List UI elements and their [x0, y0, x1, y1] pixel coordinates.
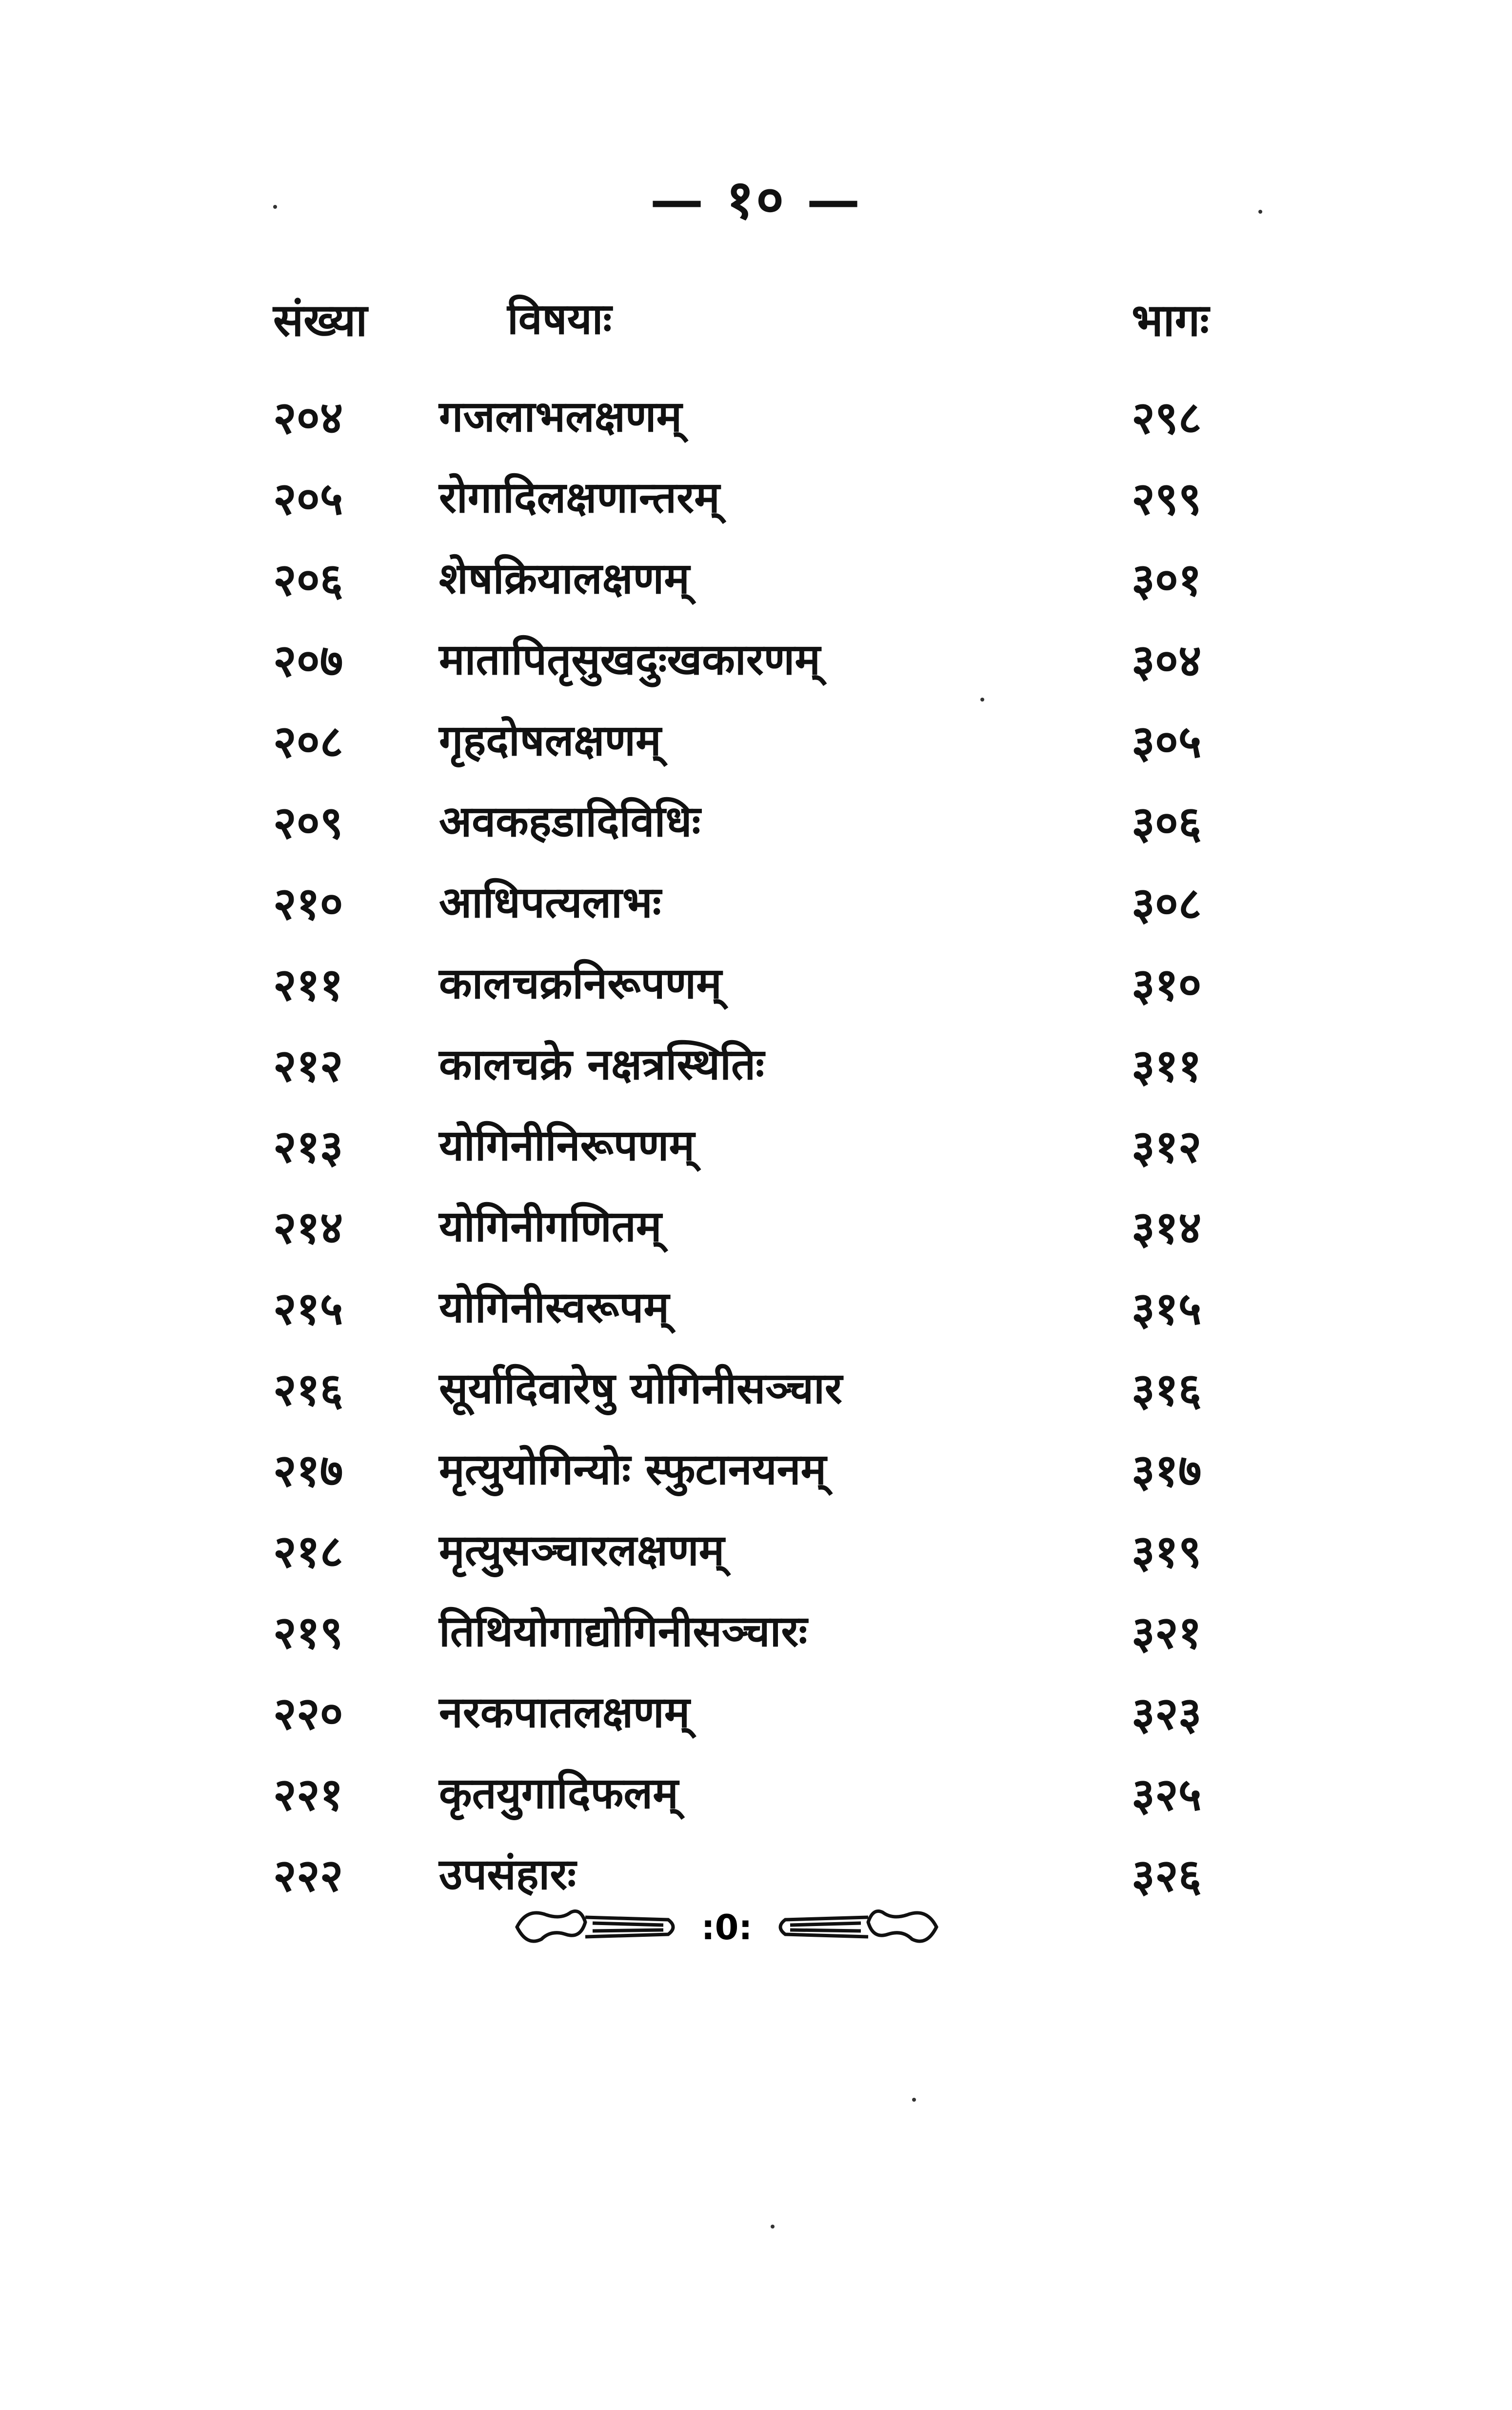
entry-page: ३१० [1132, 958, 1202, 1011]
column-header-subject: विषयाः [507, 293, 612, 344]
entry-number: २१५ [273, 1282, 343, 1335]
entry-number: २११ [273, 958, 343, 1011]
toc-row [273, 466, 1278, 547]
toc-body [273, 385, 1278, 1924]
column-header-number: संख्या [273, 294, 368, 346]
entry-number: २१२ [273, 1039, 343, 1092]
toc-row [273, 709, 1278, 790]
entry-subject: आधिपत्यलाभः [439, 877, 661, 927]
entry-number: २१७ [273, 1444, 343, 1497]
entry-subject: योगिनीगणितम् [439, 1201, 662, 1251]
ornament-left-flourish [517, 1911, 585, 1942]
toc-row [273, 1681, 1278, 1762]
entry-page: ३१७ [1132, 1444, 1202, 1497]
entry-number: २२१ [273, 1768, 343, 1821]
entry-page: ३११ [1132, 1039, 1202, 1092]
ornament-left-bar [585, 1917, 673, 1937]
toc-row [273, 628, 1278, 709]
entry-subject: मृत्युसञ्चारलक्षणम् [439, 1525, 725, 1575]
table-of-contents [273, 288, 1278, 1924]
entry-number: २०५ [273, 472, 343, 525]
entry-page: ३०४ [1132, 634, 1202, 687]
entry-page: ३१९ [1132, 1525, 1202, 1578]
entry-page: ३२५ [1132, 1768, 1202, 1821]
entry-page: २९९ [1132, 472, 1202, 525]
toc-row [273, 1195, 1278, 1276]
entry-number: २०६ [273, 553, 343, 606]
entry-subject: तिथियोगाद्योगिनीसञ्चारः [439, 1606, 808, 1656]
toc-row [273, 952, 1278, 1033]
entry-number: २०७ [273, 634, 343, 687]
toc-row [273, 1438, 1278, 1519]
print-speck [771, 2225, 775, 2229]
toc-row [273, 1033, 1278, 1114]
entry-page: ३०५ [1132, 715, 1202, 768]
entry-subject: अवकहडादिविधिः [439, 796, 701, 846]
toc-row [273, 790, 1278, 871]
entry-subject: रोगादिलक्षणान्तरम् [439, 472, 720, 522]
column-header-page: भागः [1132, 294, 1209, 346]
ornament-center-text: :0: [701, 1908, 753, 1948]
entry-number: २०९ [273, 796, 343, 849]
entry-subject: योगिनीनिरूपणम् [439, 1120, 695, 1170]
print-speck [980, 698, 984, 702]
entry-page: ३१२ [1132, 1120, 1202, 1173]
entry-page: ३१६ [1132, 1363, 1202, 1416]
entry-page: ३२६ [1132, 1849, 1202, 1902]
toc-row [273, 1600, 1278, 1681]
print-speck [912, 2098, 916, 2102]
entry-subject: मृत्युयोगिन्योः स्फुटानयनम् [439, 1444, 827, 1494]
entry-page: ३०१ [1132, 553, 1202, 606]
entry-subject: सूर्यादिवारेषु योगिनीसञ्चार [439, 1363, 842, 1413]
entry-subject: गृहदोषलक्षणम् [439, 715, 661, 765]
entry-number: २१९ [273, 1606, 343, 1659]
entry-subject: कृतयुगादिफलम् [439, 1767, 678, 1818]
toc-row [273, 385, 1278, 466]
toc-header-row [273, 288, 1278, 385]
entry-number: २२० [273, 1687, 343, 1740]
entry-number: २२२ [273, 1849, 343, 1902]
entry-page: ३१४ [1132, 1201, 1202, 1254]
toc-row [273, 871, 1278, 952]
print-speck [273, 205, 277, 209]
entry-page: ३१५ [1132, 1282, 1202, 1335]
entry-number: २१४ [273, 1201, 343, 1254]
entry-number: २१० [273, 877, 343, 930]
toc-row [273, 1357, 1278, 1438]
toc-row [273, 1276, 1278, 1357]
toc-row [273, 1519, 1278, 1600]
entry-subject: मातापितृसुखदुःखकारणम् [439, 634, 820, 684]
ornament-right-flourish [868, 1911, 936, 1942]
ornament-graphic [507, 1893, 946, 1961]
entry-subject: कालचक्रनिरूपणम् [439, 958, 722, 1008]
entry-subject: शेषक्रियालक्षणम् [439, 553, 690, 603]
entry-subject: उपसंहारः [439, 1848, 576, 1899]
entry-page: ३२३ [1132, 1687, 1202, 1740]
entry-page: ३०८ [1132, 877, 1202, 930]
entry-page: ३०६ [1132, 796, 1202, 849]
print-speck [1258, 210, 1262, 214]
entry-number: २१३ [273, 1120, 343, 1173]
entry-subject: कालचक्रे नक्षत्रस्थितिः [439, 1039, 764, 1089]
entry-number: २०८ [273, 715, 343, 768]
entry-page: २९८ [1132, 391, 1202, 444]
toc-row [273, 1762, 1278, 1843]
entry-number: २०४ [273, 391, 343, 444]
entry-subject: नरकपातलक्षणम् [439, 1687, 690, 1737]
toc-row [273, 547, 1278, 628]
tailpiece-ornament [507, 1893, 946, 1961]
entry-number: २१८ [273, 1525, 343, 1578]
entry-subject: योगिनीस्वरूपम् [439, 1282, 669, 1332]
entry-subject: गजलाभलक्षणम् [439, 391, 682, 442]
page-header: — १० — [650, 168, 862, 231]
toc-row [273, 1114, 1278, 1195]
entry-page: ३२१ [1132, 1606, 1202, 1659]
ornament-right-bar [780, 1917, 868, 1937]
entry-number: २१६ [273, 1363, 343, 1416]
